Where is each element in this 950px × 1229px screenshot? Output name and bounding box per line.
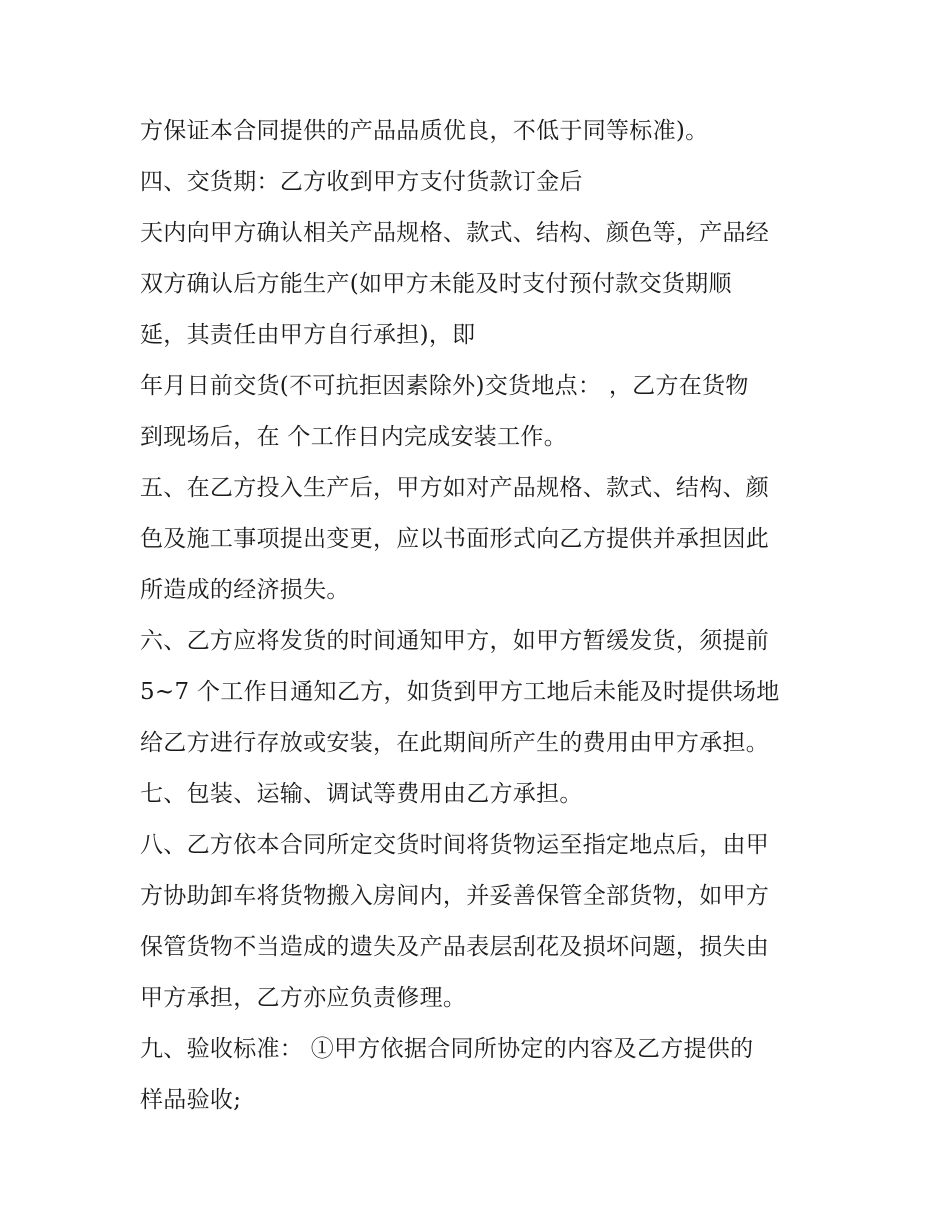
text-line: 八、乙方依本合同所定交货时间将货物运至指定地点后，由甲: [140, 832, 770, 858]
text-line: 延，其责任由甲方自行承担)，即: [140, 322, 476, 348]
text-line: 双方确认后方能生产(如甲方未能及时支付预付款交货期顺: [140, 271, 732, 297]
text-line: 给乙方进行存放或安装，在此期间所产生的费用由甲方承担。: [140, 730, 770, 756]
document-body: [140, 106, 820, 1126]
text-line: 5~7 个工作日通知乙方，如货到甲方工地后未能及时提供场地: [140, 679, 780, 705]
text-line: 到现场后，在 个工作日内完成安装工作。: [140, 424, 568, 450]
text-line: 甲方承担，乙方亦应负责修理。: [140, 985, 467, 1011]
text-line: 所造成的经济损失。: [140, 577, 350, 603]
text-line: 六、乙方应将发货的时间通知甲方，如甲方暂缓发货，须提前: [140, 628, 770, 654]
text-line: 天内向甲方确认相关产品规格、款式、结构、颜色等，产品经: [140, 220, 770, 246]
text-line: 七、包装、运输、调试等费用由乙方承担。: [140, 781, 583, 807]
text-line: 保管货物不当造成的遗失及产品表层刮花及损坏问题，损失由: [140, 934, 770, 960]
text-line: 样品验收;: [140, 1087, 242, 1113]
text-line: 年月日前交货(不可抗拒因素除外)交货地点： ，乙方在货物: [140, 373, 749, 399]
text-line: 方保证本合同提供的产品品质优良，不低于同等标准)。: [140, 118, 709, 144]
text-line: 方协助卸车将货物搬入房间内，并妥善保管全部货物，如甲方: [140, 883, 770, 909]
text-line: 四、交货期：乙方收到甲方支付货款订金后: [140, 169, 583, 195]
text-line: 五、在乙方投入生产后，甲方如对产品规格、款式、结构、颜: [140, 475, 770, 501]
text-line: 色及施工事项提出变更，应以书面形式向乙方提供并承担因此: [140, 526, 770, 552]
text-line: 九、验收标准： ①甲方依据合同所协定的内容及乙方提供的: [140, 1036, 754, 1062]
